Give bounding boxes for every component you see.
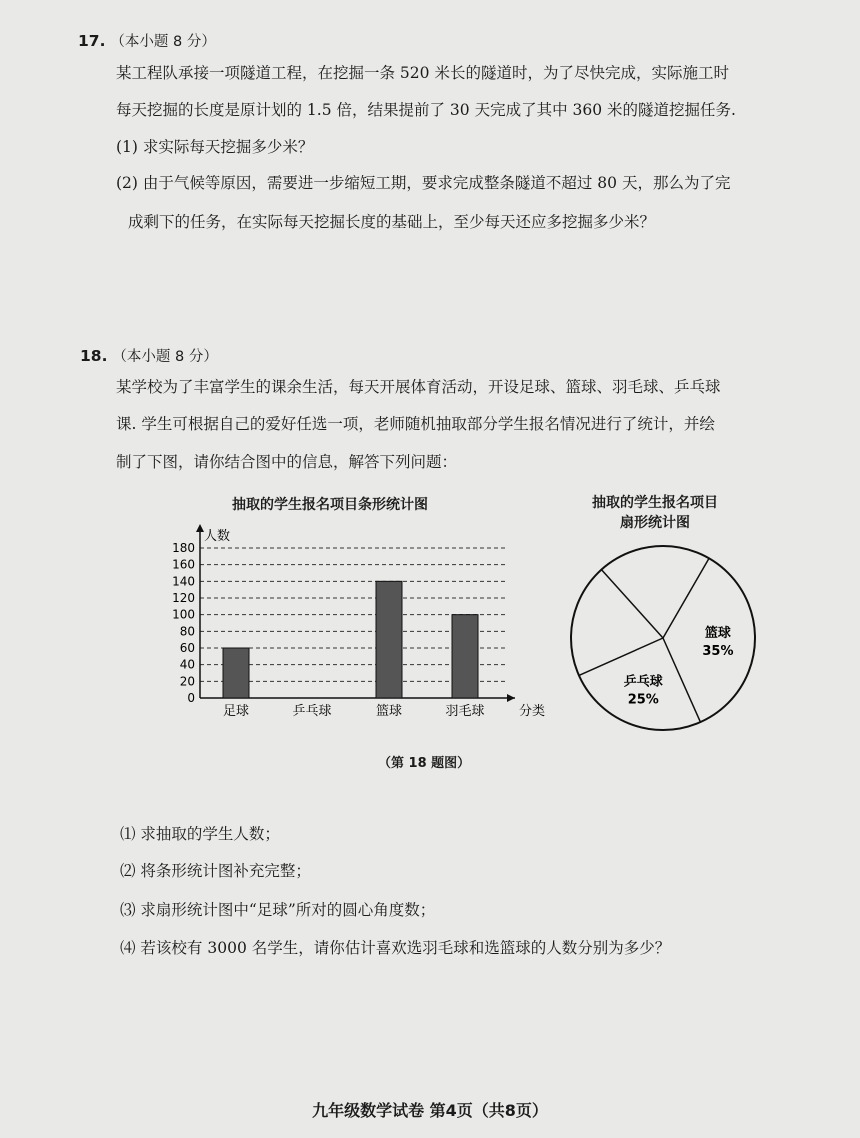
x-tick-label: 羽毛球 <box>445 704 485 719</box>
pie-slice-label: 篮球 <box>704 625 731 641</box>
y-tick-label: 140 <box>172 574 195 589</box>
bar <box>452 615 478 698</box>
sub-question-3: ⑶ 求扇形统计图中“足球”所对的圆心角度数； <box>120 901 436 919</box>
y-tick-label: 160 <box>172 557 195 572</box>
pie-chart-title-line2: 扇形统计图 <box>620 515 690 531</box>
bar <box>223 648 249 698</box>
pie-slice-divider <box>601 570 663 638</box>
x-tick-label: 篮球 <box>375 704 403 719</box>
y-tick-label: 0 <box>187 691 195 705</box>
pie-slice-percent: 25% <box>627 692 659 708</box>
y-tick-label: 80 <box>179 624 195 639</box>
pie-slice-divider <box>579 638 663 675</box>
sub-question-1: ⑴ 求抽取的学生人数； <box>120 825 280 843</box>
sub-question-2-cont: 成剩下的任务，在实际每天挖掘长度的基础上，至少每天还应多挖掘多少米？ <box>128 213 656 231</box>
question-number: 17. <box>78 32 106 50</box>
question-text-line: 某工程队承接一项隧道工程，在挖掘一条 520 米长的隧道时，为了尽快完成，实际施工时 <box>116 64 729 82</box>
bar <box>376 581 402 698</box>
question-text-line: 某学校为了丰富学生的课余生活，每天开展体育活动，开设足球、篮球、羽毛球、乒乓球 <box>116 378 721 396</box>
pie-slice-divider <box>663 638 700 722</box>
sub-question-2: ⑵ 将条形统计图补充完整； <box>120 862 311 880</box>
x-tick-label: 乒乓球 <box>292 704 332 719</box>
question-text-line: 每天挖掘的长度是原计划的 1.5 倍，结果提前了 30 天完成了其中 360 米的隧道挖掘任务. <box>116 101 736 119</box>
sub-question-1: (1) 求实际每天挖掘多少米？ <box>116 138 314 156</box>
question-number: 18. <box>80 347 108 365</box>
pie-slice-label: 乒乓球 <box>623 674 663 690</box>
y-tick-label: 20 <box>179 674 195 689</box>
figure-caption: （第 18 题图） <box>378 756 471 771</box>
y-tick-label: 60 <box>179 641 195 655</box>
bar-chart-title: 抽取的学生报名项目条形统计图 <box>232 497 428 513</box>
y-tick-label: 120 <box>172 591 195 605</box>
pie-chart <box>563 538 763 738</box>
y-axis-label: 人数 <box>204 529 231 544</box>
pie-chart-title <box>540 493 770 533</box>
sub-question-2: (2) 由于气候等原因，需要进一步缩短工期，要求完成整条隧道不超过 80 天，那么为了完 <box>116 174 731 192</box>
question-points: （本小题 8 分） <box>112 349 218 365</box>
sub-question-4: ⑷ 若该校有 3000 名学生，请你估计喜欢选羽毛球和选篮球的人数分别为多少？ <box>120 939 671 957</box>
page-footer: 九年级数学试卷 第4页（共8页） <box>312 1101 548 1120</box>
x-axis-arrow <box>507 694 515 702</box>
question-text-line: 制了下图，请你结合图中的信息，解答下列问题： <box>116 453 458 471</box>
y-tick-label: 100 <box>172 607 195 622</box>
question-points: （本小题 8 分） <box>110 34 216 50</box>
question-text-line: 课. 学生可根据自己的爱好任选一项，老师随机抽取部分学生报名情况进行了统计，并绘 <box>116 415 715 433</box>
pie-chart-title-line1: 抽取的学生报名项目 <box>592 495 718 511</box>
pie-slice-divider <box>663 558 709 638</box>
bar-chart <box>160 520 560 735</box>
x-tick-label: 足球 <box>222 704 250 719</box>
pie-slice-percent: 35% <box>702 643 734 659</box>
y-tick-label: 180 <box>172 541 195 555</box>
x-axis-label: 分类 <box>519 704 546 719</box>
y-axis-arrow <box>196 524 204 532</box>
y-tick-label: 40 <box>179 657 195 672</box>
